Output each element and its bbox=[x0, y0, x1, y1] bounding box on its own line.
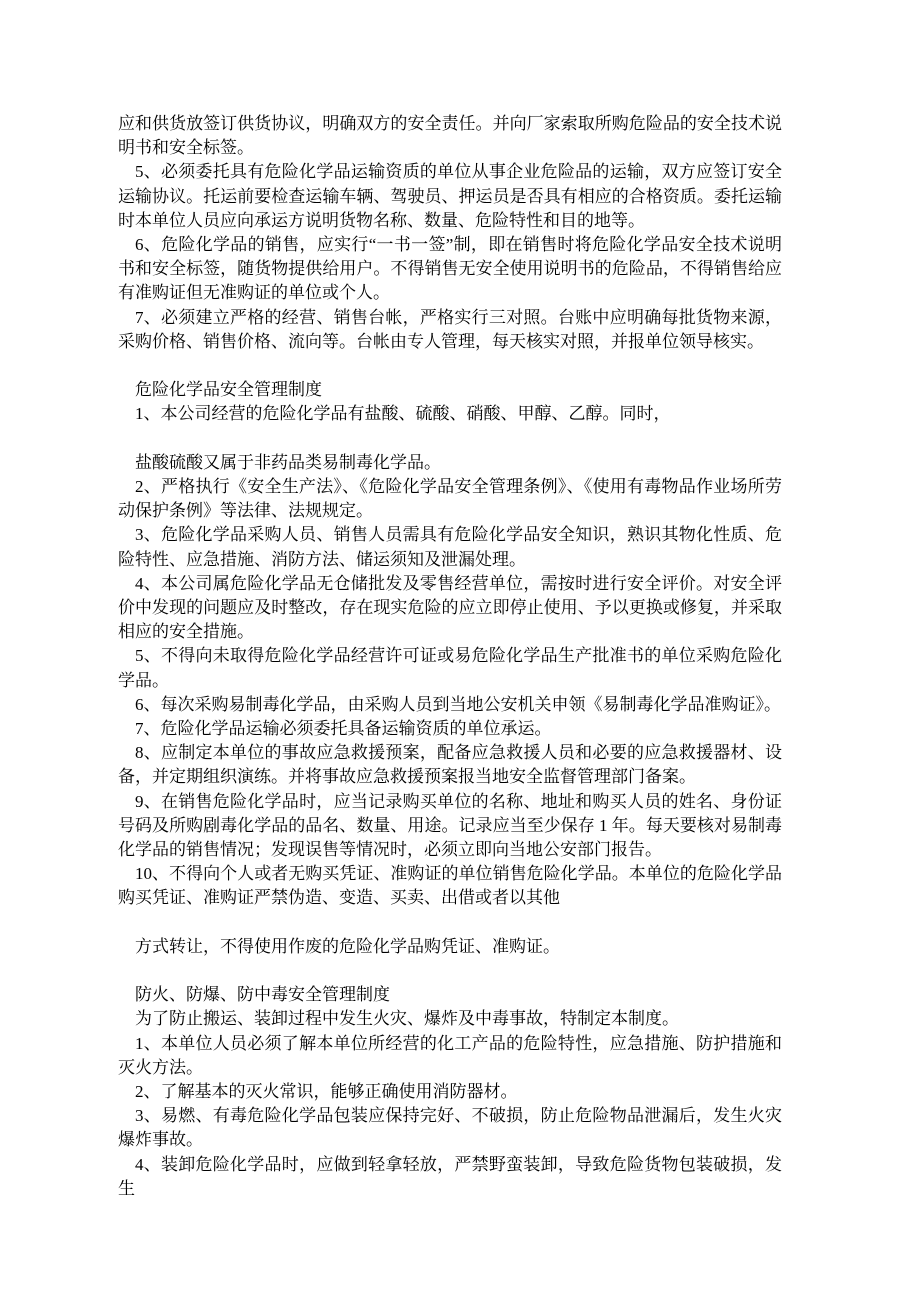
paragraph: 6、危险化学品的销售，应实行“一书一签”制，即在销售时将危险化学品安全技术说明书和安全标签，随货物提供给用户。不得销售无安全使用说明书的危险品，不得销售给应有准购证但无准购证的单位或个人。 bbox=[118, 235, 782, 303]
paragraph: 5、不得向未取得危险化学品经营许可证或易危险化学品生产批准书的单位采购危险化学品。 bbox=[118, 646, 782, 690]
paragraph: 盐酸硫酸又属于非药品类易制毒化学品。 bbox=[135, 452, 441, 472]
paragraph: 5、必须委托具有危险化学品运输资质的单位从事企业危险品的运输，双方应签订安全运输协议。托运前要检查运输车辆、驾驶员、押运员是否具有相应的合格资质。委托运输时本单位人员应向承运方说明货物名称、数量、危险特性和目的地等。 bbox=[118, 162, 782, 230]
paragraph: 为了防止搬运、装卸过程中发生火灾、爆炸及中毒事故，特制定本制度。 bbox=[135, 1009, 679, 1029]
section-heading: 防火、防爆、防中毒安全管理制度 bbox=[135, 985, 390, 1005]
paragraph: 3、易燃、有毒危险化学品包装应保持完好、不破损，防止危险物品泄漏后，发生火灾爆炸事故。 bbox=[118, 1106, 782, 1150]
paragraph: 9、在销售危险化学品时，应当记录购买单位的名称、地址和购买人员的姓名、身份证号码及所购剧毒化学品的品名、数量、用途。记录应当至少保存 1 年。每天要核对易制毒化学品的销售情况；发现误售等情况时，必须立即向当地公安部门报告。 bbox=[118, 791, 782, 860]
paragraph: 4、装卸危险化学品时，应做到轻拿轻放，严禁野蛮装卸，导致危险货物包装破损，发生 bbox=[118, 1154, 782, 1198]
paragraph: 6、每次采购易制毒化学品，由采购人员到当地公安机关申领《易制毒化学品准购证》。 bbox=[135, 694, 781, 714]
paragraph: 7、危险化学品运输必须委托具备运输资质的单位承运。 bbox=[135, 719, 552, 739]
paragraph: 4、本公司属危险化学品无仓储批发及零售经营单位，需按时进行安全评价。对安全评价中发现的问题应及时整改，存在现实危险的应立即停止使用、予以更换或修复，并采取相应的安全措施。 bbox=[118, 573, 782, 642]
paragraph: 10、不得向个人或者无购买凭证、准购证的单位销售危险化学品。本单位的危险化学品购买凭证、准购证严禁伪造、变造、买卖、出借或者以其他 bbox=[118, 864, 782, 908]
paragraph: 1、本单位人员必须了解本单位所经营的化工产品的危险特性，应急措施、防护措施和灭火方法。 bbox=[118, 1033, 782, 1077]
paragraph: 7、必须建立严格的经营、销售台帐，严格实行三对照。台账中应明确每批货物来源，采购价格、销售价格、流向等。台帐由专人管理，每天核实对照，并报单位领导核实。 bbox=[118, 307, 782, 351]
paragraph: 2、严格执行《安全生产法》、《危险化学品安全管理条例》、《使用有毒物品作业场所劳动保护条例》等法律、法规规定。 bbox=[118, 477, 782, 521]
paragraph: 8、应制定本单位的事故应急救援预案，配备应急救援人员和必要的应急救援器材、设备，并定期组织演练。并将事故应急救援预案报当地安全监督管理部门备案。 bbox=[118, 743, 782, 787]
paragraph: 应和供货放签订供货协议，明确双方的安全责任。并向厂家索取所购危险品的安全技术说明书和安全标签。 bbox=[118, 114, 782, 158]
paragraph: 方式转让，不得使用作废的危险化学品购凭证、准购证。 bbox=[135, 936, 560, 956]
paragraph: 3、危险化学品采购人员、销售人员需具有危险化学品安全知识，熟识其物化性质、危险特性、应急措施、消防方法、储运须知及泄漏处理。 bbox=[118, 525, 782, 569]
paragraph: 1、本公司经营的危险化学品有盐酸、硫酸、硝酸、甲醇、乙醇。同时， bbox=[135, 404, 671, 424]
paragraph: 2、了解基本的灭火常识，能够正确使用消防器材。 bbox=[135, 1082, 518, 1102]
section-heading: 危险化学品安全管理制度 bbox=[135, 380, 322, 400]
document-body bbox=[118, 112, 782, 1201]
